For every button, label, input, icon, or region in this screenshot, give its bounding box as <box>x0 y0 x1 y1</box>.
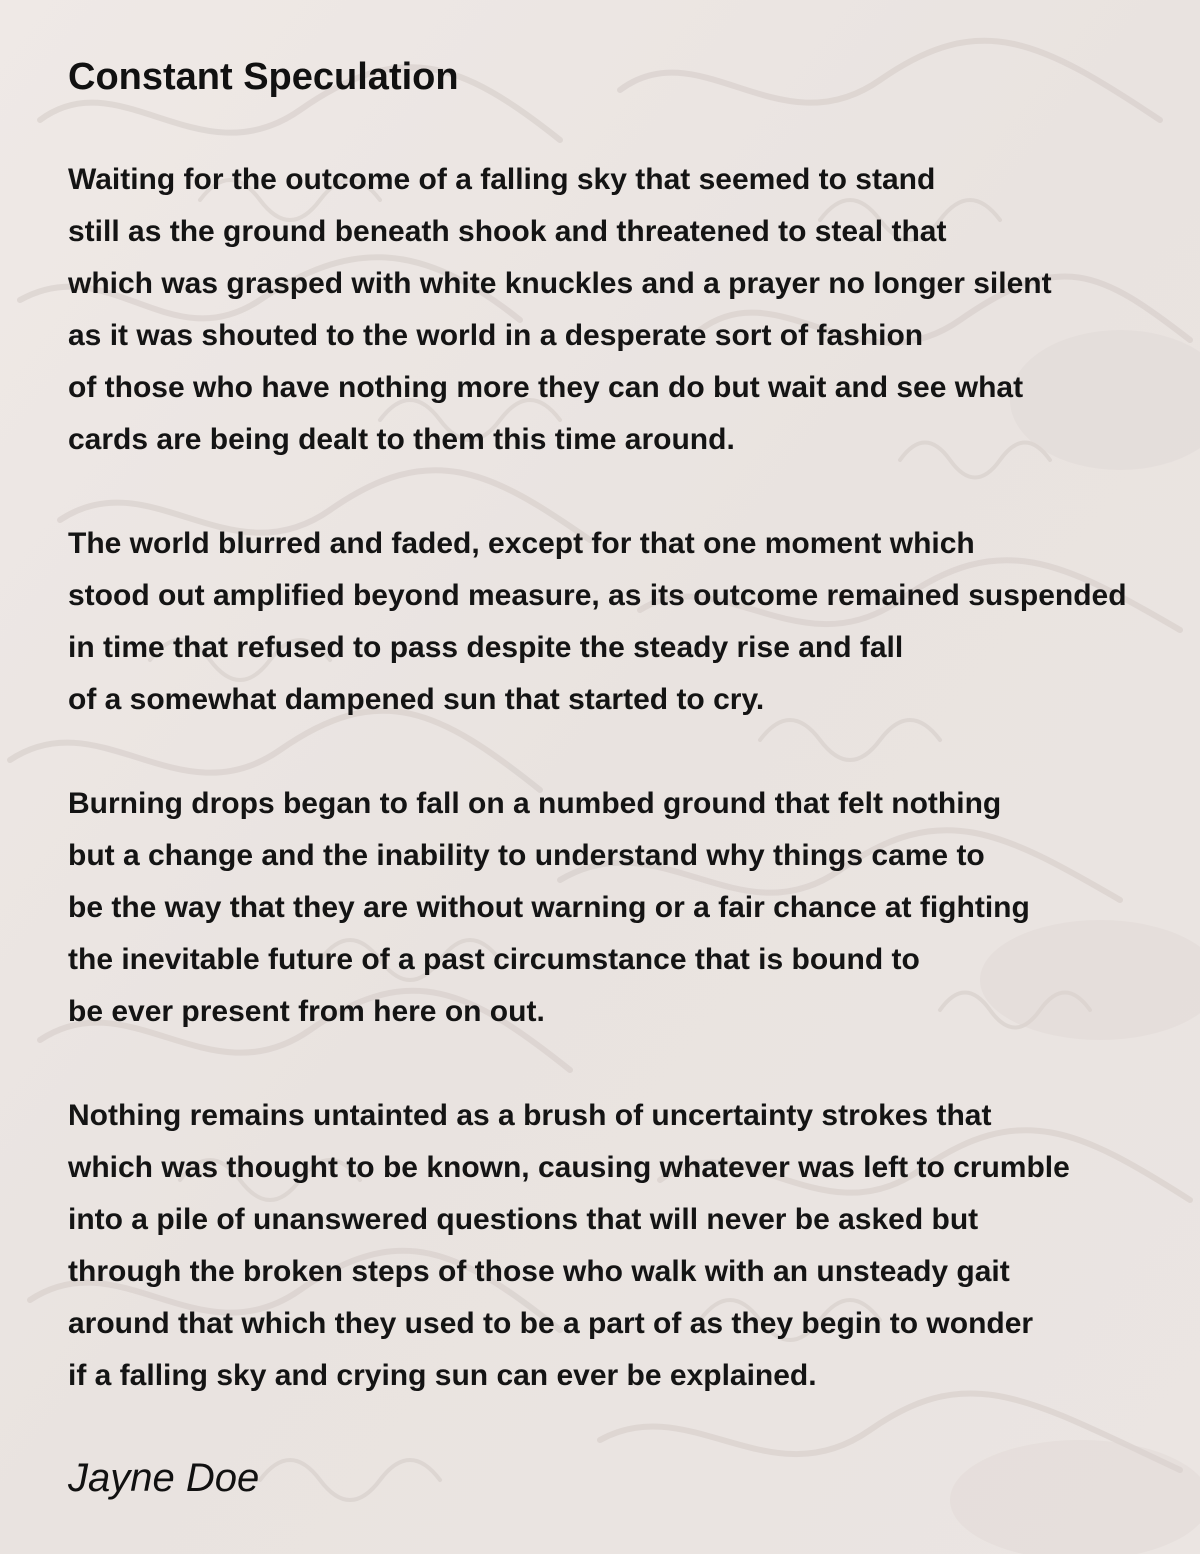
poem-line: into a pile of unanswered questions that will never be asked but <box>68 1203 979 1236</box>
poem-line: around that which they used to be a part of as they begin to wonder <box>68 1307 1034 1340</box>
poem-stanza <box>68 518 1200 726</box>
poem-line: of a somewhat dampened sun that started to cry. <box>68 683 765 716</box>
poem-line: which was grasped with white knuckles and a prayer no longer silent <box>68 267 1052 300</box>
poem-line: as it was shouted to the world in a desperate sort of fashion <box>68 319 924 352</box>
poem-body <box>68 154 1200 1402</box>
poem-line: Burning drops began to fall on a numbed ground that felt nothing <box>68 787 1002 820</box>
poem-stanza <box>68 778 1200 1038</box>
poem-line: stood out amplified beyond measure, as its outcome remained suspended <box>68 579 1127 612</box>
poem-stanza <box>68 1090 1200 1402</box>
poem-line: The world blurred and faded, except for that one moment which <box>68 527 975 560</box>
poem-line: the inevitable future of a past circumstance that is bound to <box>68 943 920 976</box>
poem-line: still as the ground beneath shook and threatened to steal that <box>68 215 947 248</box>
poem-stanza <box>68 154 1200 466</box>
poem-line: in time that refused to pass despite the steady rise and fall <box>68 631 904 664</box>
poem-line: but a change and the inability to understand why things came to <box>68 839 985 872</box>
poem-line: Waiting for the outcome of a falling sky that seemed to stand <box>68 163 936 196</box>
poem-line: of those who have nothing more they can do but wait and see what <box>68 371 1024 404</box>
poem-line: be the way that they are without warning or a fair chance at fighting <box>68 891 1030 924</box>
poem-author: Jayne Doe <box>68 1456 260 1500</box>
poem-line: Nothing remains untainted as a brush of uncertainty strokes that <box>68 1099 992 1132</box>
poem-line: which was thought to be known, causing whatever was left to crumble <box>68 1151 1070 1184</box>
poem-line: be ever present from here on out. <box>68 995 545 1028</box>
poem-line: through the broken steps of those who walk with an unsteady gait <box>68 1255 1010 1288</box>
poem-title: Constant Speculation <box>68 56 459 98</box>
poem-line: cards are being dealt to them this time around. <box>68 423 735 456</box>
poem-line: if a falling sky and crying sun can ever be explained. <box>68 1359 817 1392</box>
